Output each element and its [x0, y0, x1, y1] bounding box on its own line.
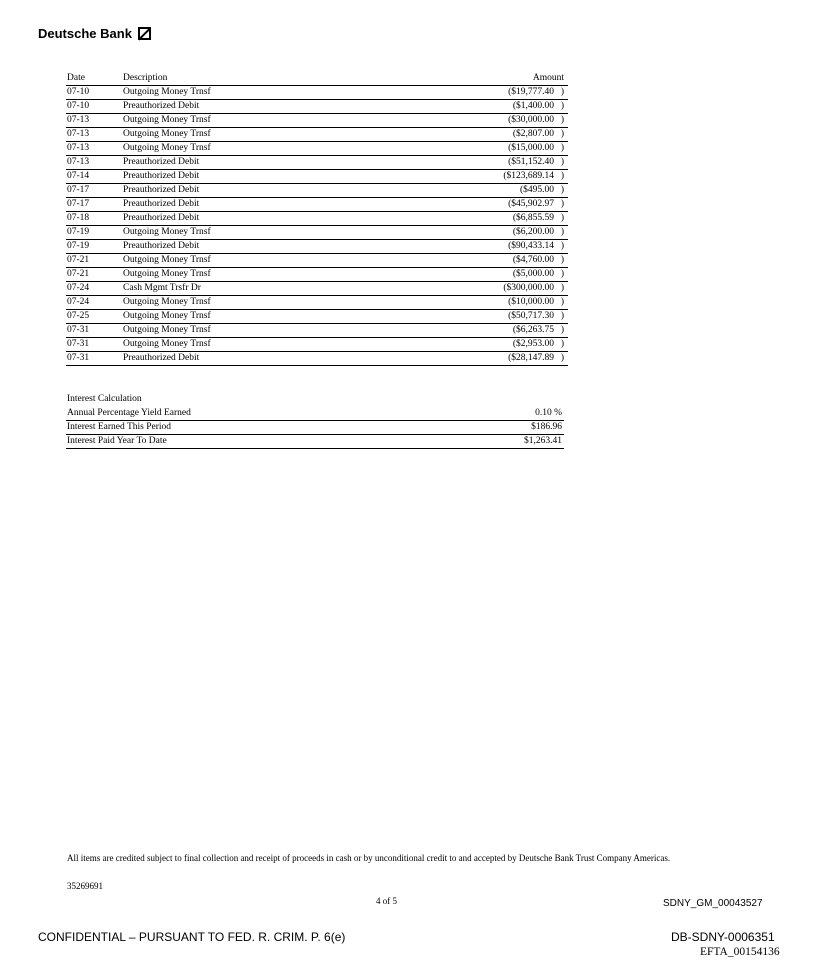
disclaimer-note: All items are credited subject to final collection and receipt of proceeds in cash or by unconditional credit to and accepted by Deutsche Bank Trust Company Americas. [67, 853, 671, 863]
transaction-row [66, 142, 568, 156]
transaction-date: 07-14 [66, 170, 122, 184]
transaction-date: 07-10 [66, 86, 122, 100]
transaction-amount: ($5,000.00 [512, 269, 554, 279]
transaction-description: Preauthorized Debit [122, 240, 379, 254]
transaction-description: Outgoing Money Trnsf [122, 226, 379, 240]
transaction-amount: ($300,000.00 [503, 283, 554, 293]
transaction-description: Outgoing Money Trnsf [122, 296, 379, 310]
transaction-amount-cell [379, 114, 568, 128]
transaction-description: Outgoing Money Trnsf [122, 86, 379, 100]
closing-paren: ) [560, 185, 564, 195]
transaction-amount-cell [379, 352, 568, 366]
transaction-description: Outgoing Money Trnsf [122, 128, 379, 142]
transaction-amount-cell [379, 296, 568, 310]
transaction-amount: ($1,400.00 [512, 101, 554, 111]
interest-table [66, 407, 564, 449]
transaction-amount: ($45,902.97 [508, 199, 554, 209]
transaction-description: Outgoing Money Trnsf [122, 268, 379, 282]
closing-paren: ) [560, 101, 564, 111]
efta-bates-id: EFTA_00154136 [700, 946, 780, 958]
closing-paren: ) [560, 325, 564, 335]
interest-label: Interest Earned This Period [66, 421, 442, 435]
transaction-date: 07-31 [66, 324, 122, 338]
transaction-row [66, 226, 568, 240]
transaction-date: 07-25 [66, 310, 122, 324]
transaction-date: 07-13 [66, 156, 122, 170]
transaction-date: 07-13 [66, 142, 122, 156]
transaction-row [66, 282, 568, 296]
transaction-date: 07-21 [66, 254, 122, 268]
transaction-row [66, 198, 568, 212]
transaction-amount-cell [379, 100, 568, 114]
deutsche-bank-slash-icon [138, 27, 151, 40]
transaction-amount-cell [379, 254, 568, 268]
closing-paren: ) [560, 213, 564, 223]
closing-paren: ) [560, 297, 564, 307]
transaction-amount-cell [379, 212, 568, 226]
account-number: 35269691 [67, 881, 103, 891]
confidential-notice: CONFIDENTIAL – PURSUANT TO FED. R. CRIM. P. 6(e) [38, 930, 346, 944]
interest-value: $186.96 [442, 421, 564, 435]
transaction-amount-cell [379, 156, 568, 170]
transaction-row [66, 184, 568, 198]
interest-value: $1,263.41 [442, 435, 564, 449]
interest-row [66, 421, 564, 435]
amount-column-header: Amount [379, 72, 568, 86]
transaction-amount-cell [379, 226, 568, 240]
transaction-amount: ($51,152.40 [508, 157, 554, 167]
transaction-amount-cell [379, 170, 568, 184]
interest-calculation-title: Interest Calculation [67, 394, 142, 404]
closing-paren: ) [560, 283, 564, 293]
transaction-amount-cell [379, 268, 568, 282]
transactions-body [66, 86, 568, 366]
transaction-amount: ($2,953.00 [512, 339, 554, 349]
transaction-description: Outgoing Money Trnsf [122, 142, 379, 156]
transaction-date: 07-17 [66, 184, 122, 198]
transaction-date: 07-19 [66, 226, 122, 240]
transaction-amount: ($6,200.00 [512, 227, 554, 237]
transaction-amount: ($6,263.75 [512, 325, 554, 335]
interest-value: 0.10 % [442, 407, 564, 421]
transaction-date: 07-10 [66, 100, 122, 114]
transaction-description: Outgoing Money Trnsf [122, 310, 379, 324]
transaction-amount: ($30,000.00 [508, 115, 554, 125]
transaction-amount: ($50,717.30 [508, 311, 554, 321]
transaction-row [66, 100, 568, 114]
transaction-date: 07-24 [66, 282, 122, 296]
transaction-row [66, 156, 568, 170]
bank-name: Deutsche Bank [38, 26, 132, 41]
transaction-amount-cell [379, 282, 568, 296]
transaction-row [66, 212, 568, 226]
transaction-amount-cell [379, 198, 568, 212]
transaction-description: Preauthorized Debit [122, 156, 379, 170]
transaction-date: 07-13 [66, 128, 122, 142]
interest-label: Annual Percentage Yield Earned [66, 407, 442, 421]
transaction-amount: ($123,689.14 [503, 171, 554, 181]
transaction-description: Outgoing Money Trnsf [122, 338, 379, 352]
closing-paren: ) [560, 255, 564, 265]
description-column-header: Description [122, 72, 379, 86]
transaction-description: Preauthorized Debit [122, 100, 379, 114]
page-number: 4 of 5 [376, 896, 397, 906]
closing-paren: ) [560, 87, 564, 97]
transaction-amount-cell [379, 184, 568, 198]
transaction-amount: ($28,147.89 [508, 353, 554, 363]
transactions-table [66, 72, 568, 366]
closing-paren: ) [560, 143, 564, 153]
transaction-description: Outgoing Money Trnsf [122, 324, 379, 338]
transaction-date: 07-13 [66, 114, 122, 128]
transaction-amount-cell [379, 324, 568, 338]
closing-paren: ) [560, 199, 564, 209]
transaction-row [66, 352, 568, 366]
transaction-amount-cell [379, 142, 568, 156]
closing-paren: ) [560, 115, 564, 125]
transaction-amount: ($10,000.00 [508, 297, 554, 307]
transaction-date: 07-31 [66, 338, 122, 352]
transaction-date: 07-21 [66, 268, 122, 282]
transaction-row [66, 268, 568, 282]
transaction-date: 07-19 [66, 240, 122, 254]
closing-paren: ) [560, 157, 564, 167]
interest-label: Interest Paid Year To Date [66, 435, 442, 449]
transaction-amount: ($2,807.00 [512, 129, 554, 139]
transaction-amount: ($15,000.00 [508, 143, 554, 153]
transaction-row [66, 310, 568, 324]
closing-paren: ) [560, 241, 564, 251]
transaction-row [66, 128, 568, 142]
transaction-description: Preauthorized Debit [122, 352, 379, 366]
transaction-row [66, 170, 568, 184]
transaction-row [66, 296, 568, 310]
closing-paren: ) [560, 269, 564, 279]
closing-paren: ) [560, 129, 564, 139]
transaction-date: 07-24 [66, 296, 122, 310]
transaction-amount-cell [379, 310, 568, 324]
transaction-amount: ($4,760.00 [512, 255, 554, 265]
transaction-row [66, 254, 568, 268]
sdny-bates-id: SDNY_GM_00043527 [663, 898, 763, 909]
interest-row [66, 435, 564, 449]
transaction-amount: ($495.00 [519, 185, 554, 195]
transaction-description: Preauthorized Debit [122, 170, 379, 184]
closing-paren: ) [560, 311, 564, 321]
closing-paren: ) [560, 227, 564, 237]
transaction-date: 07-17 [66, 198, 122, 212]
transaction-row [66, 324, 568, 338]
transaction-amount-cell [379, 128, 568, 142]
transaction-date: 07-31 [66, 352, 122, 366]
closing-paren: ) [560, 171, 564, 181]
transaction-amount: ($6,855.59 [512, 213, 554, 223]
transaction-amount-cell [379, 86, 568, 100]
transaction-amount: ($90,433.14 [508, 241, 554, 251]
transaction-date: 07-18 [66, 212, 122, 226]
interest-body [66, 407, 564, 449]
date-column-header: Date [66, 72, 122, 86]
transactions-header-row [66, 72, 568, 86]
transaction-amount-cell [379, 338, 568, 352]
transaction-row [66, 86, 568, 100]
closing-paren: ) [560, 339, 564, 349]
db-bates-id: DB-SDNY-0006351 [671, 930, 775, 944]
transaction-row [66, 114, 568, 128]
transaction-description: Preauthorized Debit [122, 184, 379, 198]
transaction-description: Outgoing Money Trnsf [122, 114, 379, 128]
transaction-description: Preauthorized Debit [122, 198, 379, 212]
closing-paren: ) [560, 353, 564, 363]
transaction-amount: ($19,777.40 [508, 87, 554, 97]
transaction-amount-cell [379, 240, 568, 254]
bank-logo [38, 26, 151, 41]
transaction-row [66, 240, 568, 254]
transaction-row [66, 338, 568, 352]
transaction-description: Outgoing Money Trnsf [122, 254, 379, 268]
transaction-description: Preauthorized Debit [122, 212, 379, 226]
interest-row [66, 407, 564, 421]
transaction-description: Cash Mgmt Trsfr Dr [122, 282, 379, 296]
